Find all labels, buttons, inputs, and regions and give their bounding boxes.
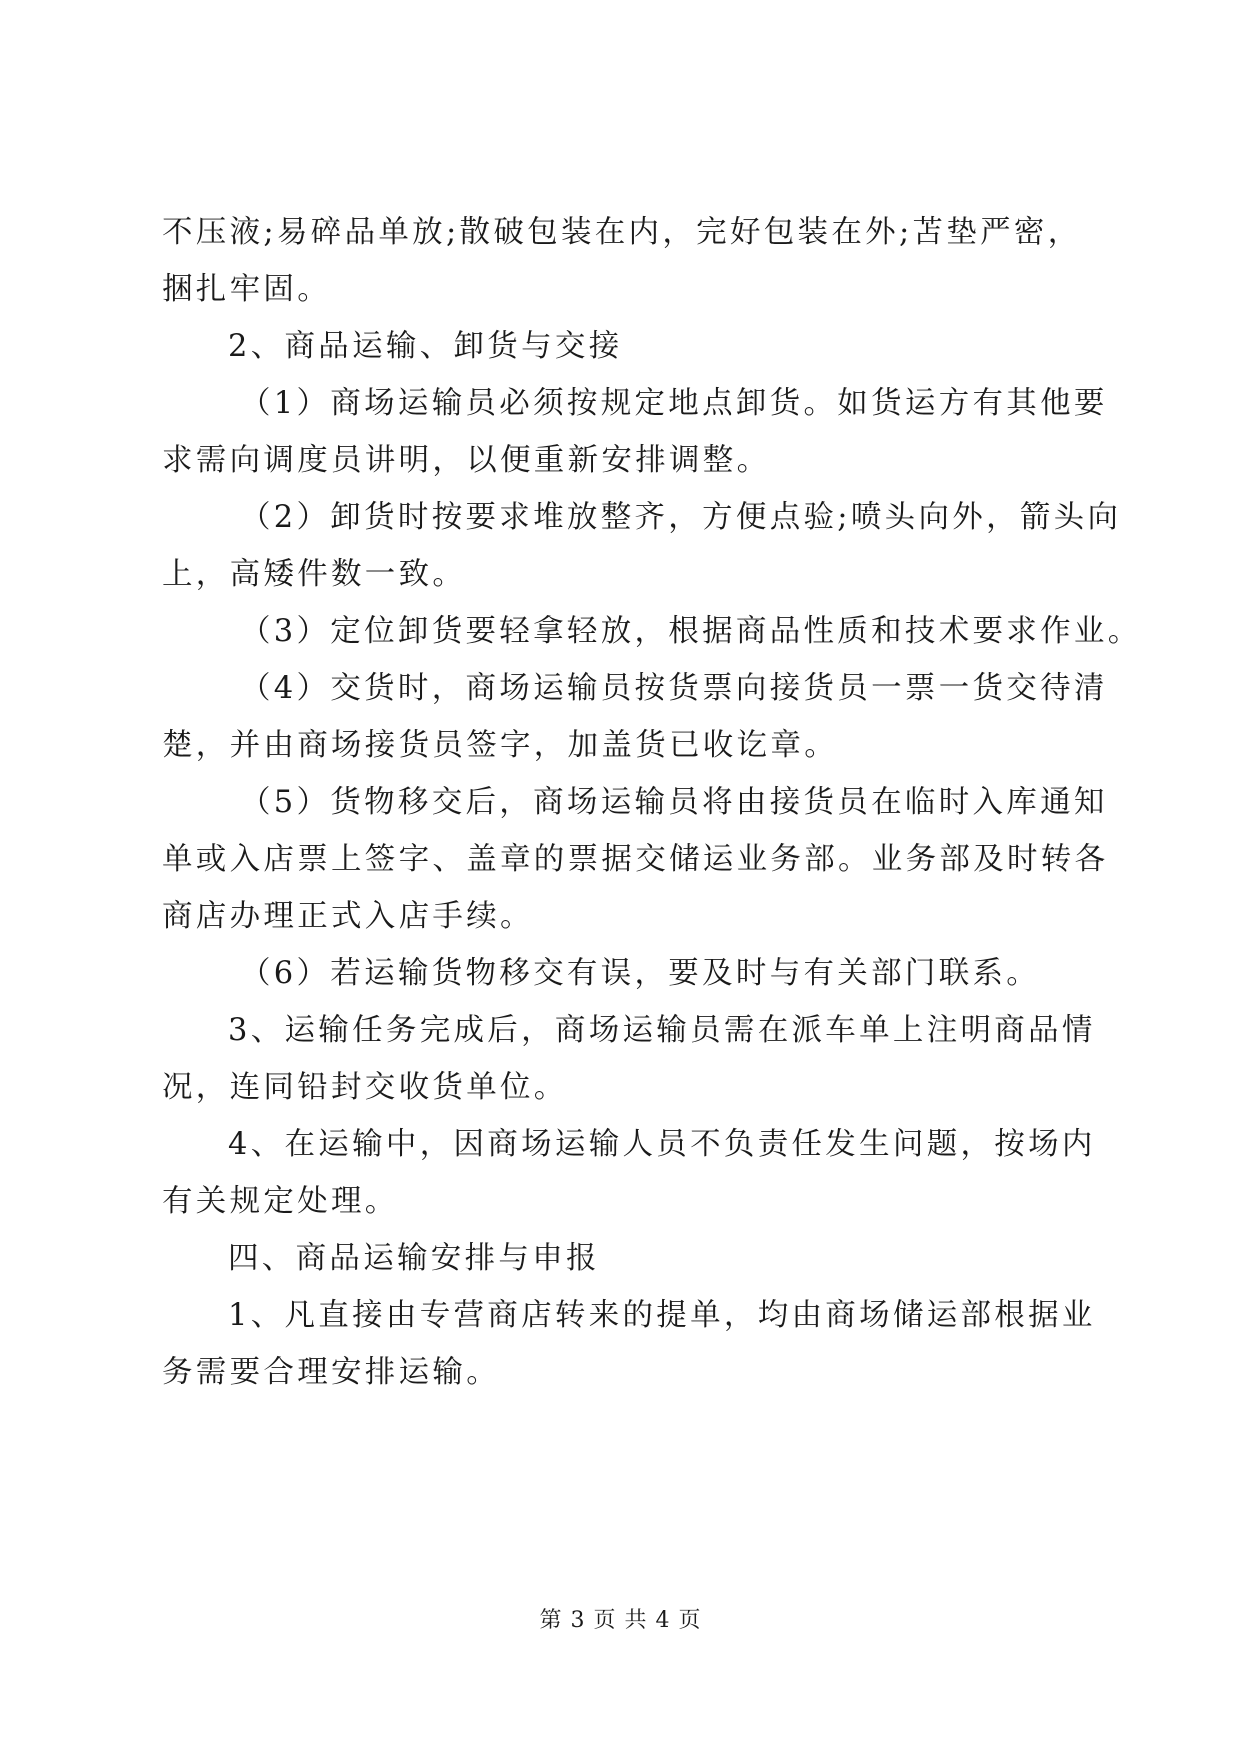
section-heading: 2、商品运输、卸货与交接: [228, 329, 623, 364]
text-line: （3）定位卸货要轻拿轻放，根据商品性质和技术要求作业。: [240, 614, 1142, 649]
text-line: 4、在运输中，因商场运输人员不负责任发生问题，按场内: [228, 1127, 1096, 1162]
text-line: （2）卸货时按要求堆放整齐，方便点验;喷头向外，箭头向: [240, 500, 1122, 535]
text-line: 不压液;易碎品单放;散破包装在内，完好包装在外;苫垫严密，: [162, 215, 1082, 250]
text-line: 商店办理正式入店手续。: [162, 899, 534, 934]
text-line: 捆扎牢固。: [162, 272, 331, 307]
text-line: （5）货物移交后，商场运输员将由接货员在临时入库通知: [240, 785, 1108, 820]
text-line: 3、运输任务完成后，商场运输员需在派车单上注明商品情: [228, 1013, 1096, 1048]
page-number-footer: 第 3 页 共 4 页: [539, 1608, 702, 1633]
text-line: 况，连同铅封交收货单位。: [162, 1070, 568, 1105]
text-line: 上，高矮件数一致。: [162, 557, 467, 592]
text-line: 有关规定处理。: [162, 1184, 399, 1219]
text-line: （4）交货时，商场运输员按货票向接货员一票一货交待清: [240, 671, 1108, 706]
section-heading: 四、商品运输安排与申报: [228, 1241, 600, 1276]
text-line: 求需向调度员讲明，以便重新安排调整。: [162, 443, 771, 478]
text-line: 务需要合理安排运输。: [162, 1355, 500, 1390]
text-line: 1、凡直接由专营商店转来的提单，均由商场储运部根据业: [228, 1298, 1096, 1333]
text-line: 单或入店票上签字、盖章的票据交储运业务部。业务部及时转各: [162, 842, 1109, 877]
text-line: （1）商场运输员必须按规定地点卸货。如货运方有其他要: [240, 386, 1108, 421]
text-line: （6）若运输货物移交有误，要及时与有关部门联系。: [240, 956, 1041, 991]
text-line: 楚，并由商场接货员签字，加盖货已收讫章。: [162, 728, 838, 763]
